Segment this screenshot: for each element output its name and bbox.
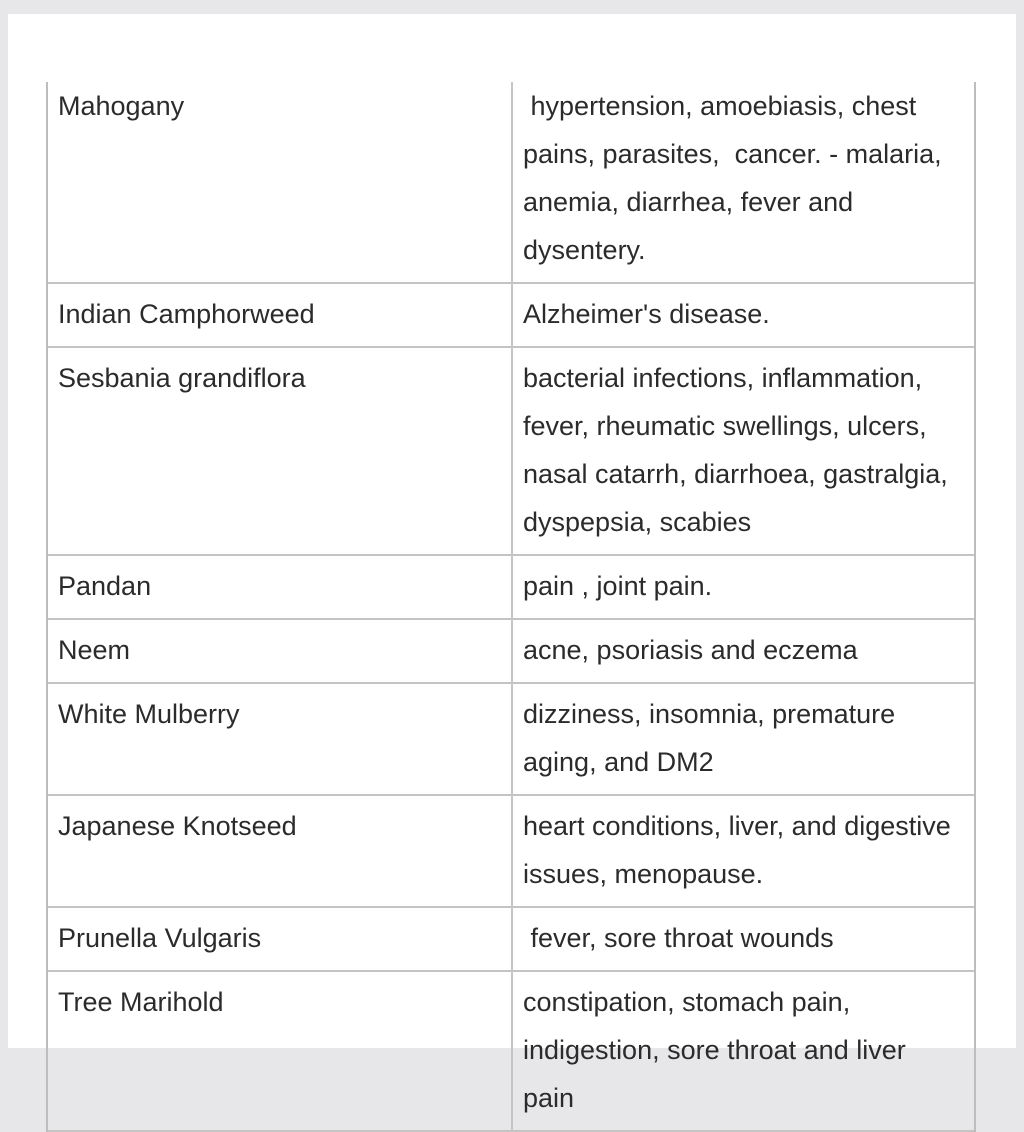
plant-name-cell: White Mulberry: [48, 684, 513, 794]
plant-uses-cell: hypertension, amoebiasis, chest pains, parasites, cancer. - malaria, anemia, diarrhea, fever and dysentery.: [523, 91, 950, 265]
plant-name-cell: Pandan: [48, 556, 513, 618]
table-row: [48, 796, 974, 908]
plant-name-cell: Tree Marihold: [48, 972, 513, 1130]
table-row: [48, 82, 974, 284]
table-row: [48, 908, 974, 972]
table-row: [48, 972, 974, 1132]
plant-name-cell: Japanese Knotseed: [48, 796, 513, 906]
table-row: [48, 684, 974, 796]
table-row: [48, 620, 974, 684]
document-page: [8, 14, 1016, 1113]
table-row: [48, 556, 974, 620]
plant-name-cell: Neem: [48, 620, 513, 682]
plant-uses-cell: pain , joint pain.: [523, 571, 713, 601]
plant-name-cell: Prunella Vulgaris: [48, 908, 513, 970]
plant-name-cell: Indian Camphorweed: [48, 284, 513, 346]
plant-uses-cell: bacterial infections, inflammation, fever, rheumatic swellings, ulcers, nasal catarrh, diarrhoea, gastralgia, dyspepsia, scabies: [523, 363, 956, 537]
plant-uses-cell: heart conditions, liver, and digestive issues, menopause.: [523, 811, 959, 889]
plant-name-cell: Sesbania grandiflora: [48, 348, 513, 554]
plant-uses-table: [46, 82, 976, 1132]
plant-uses-cell: Alzheimer's disease.: [523, 299, 770, 329]
plant-uses-cell: dizziness, insomnia, premature aging, and DM2: [523, 699, 903, 777]
plant-name-cell: Mahogany: [48, 82, 513, 282]
plant-uses-cell: constipation, stomach pain, indigestion, sore throat and liver pain: [523, 987, 914, 1113]
plant-uses-cell: acne, psoriasis and eczema: [523, 635, 858, 665]
table-row: [48, 284, 974, 348]
plant-uses-cell: fever, sore throat wounds: [523, 923, 834, 953]
table-row: [48, 348, 974, 556]
